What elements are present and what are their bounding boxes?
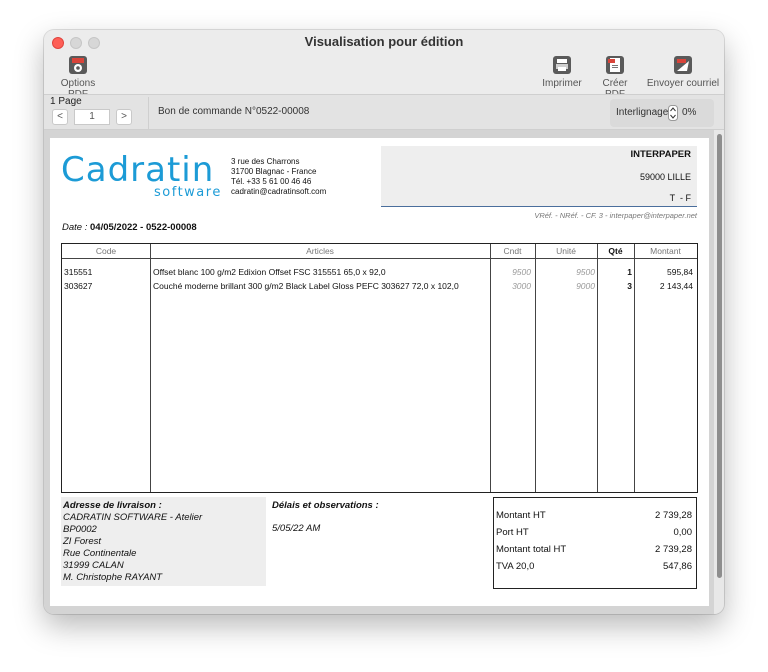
row-montant: 2 143,44 <box>659 281 693 291</box>
total-label: Montant total HT <box>496 544 567 555</box>
delays-title: Délais et observations : <box>272 500 379 511</box>
navigation-bar <box>44 94 724 130</box>
total-row <box>496 527 692 538</box>
title-bar <box>44 30 724 94</box>
total-value: 0,00 <box>673 527 692 538</box>
stepper-icon[interactable] <box>668 105 678 121</box>
document-page <box>50 138 709 606</box>
interlignage-value: 0% <box>682 107 697 118</box>
interlignage-label: Interlignage <box>616 107 669 118</box>
header-montant: Montant <box>650 246 681 256</box>
client-code: T - F <box>669 193 691 203</box>
document-viewport <box>44 130 724 614</box>
row-montant: 595,84 <box>667 267 693 277</box>
header-code: Code <box>95 246 117 256</box>
window-title: Visualisation pour édition <box>304 34 464 49</box>
delays-observations <box>272 500 379 534</box>
preview-window <box>44 30 724 614</box>
address-line: 31700 Blagnac - France <box>231 167 317 176</box>
row-qte: 3 <box>627 281 632 291</box>
total-row <box>496 561 692 572</box>
pdf-document-icon <box>604 54 626 76</box>
row-code: 315551 <box>64 267 93 277</box>
total-value: 2 739,28 <box>655 544 692 555</box>
total-row <box>496 510 692 521</box>
header-cndt: Cndt <box>503 246 522 256</box>
delivery-line: BP0002 <box>63 524 97 535</box>
address-line: Tél. +33 5 61 00 46 46 <box>231 177 312 186</box>
row-article: Offset blanc 100 g/m2 Edixion Offset FSC 315551 65,0 x 92,0 <box>153 267 386 277</box>
pdf-options-icon <box>67 54 89 76</box>
total-label: TVA 20,0 <box>496 561 535 572</box>
vertical-scrollbar[interactable] <box>714 130 724 614</box>
header-divider <box>62 258 697 259</box>
total-label: Port HT <box>496 527 529 538</box>
row-code: 303627 <box>64 281 93 291</box>
address-line: 3 rue des Charrons <box>231 157 300 166</box>
references: VRéf. - NRéf. - CF. 3 - interpaper@interpaper.net <box>534 211 697 220</box>
page-count-label: 1 Page <box>50 96 82 107</box>
previous-page-button[interactable]: < <box>52 109 68 125</box>
delivery-line: 31999 CALAN <box>63 560 124 571</box>
row-cndt: 3000 <box>512 281 531 291</box>
order-lines-table <box>61 243 698 493</box>
document-title: Bon de commande N°0522-00008 <box>158 106 310 117</box>
column-divider <box>490 244 491 492</box>
page-number-field[interactable]: 1 <box>74 109 110 125</box>
header-articles: Articles <box>306 246 334 256</box>
column-divider <box>597 244 598 492</box>
divider <box>148 97 149 129</box>
send-email-label: Envoyer courriel <box>646 78 720 89</box>
row-unite: 9500 <box>576 267 595 277</box>
date-label: Date : <box>62 222 88 233</box>
row-cndt: 9500 <box>512 267 531 277</box>
total-row <box>496 544 692 555</box>
send-email-button[interactable] <box>646 54 720 89</box>
printer-icon <box>551 54 573 76</box>
date-value: 04/05/2022 - 0522-00008 <box>90 222 197 233</box>
delivery-line: CADRATIN SOFTWARE - Atelier <box>63 512 203 523</box>
column-divider <box>634 244 635 492</box>
header-qte: Qté <box>608 246 623 256</box>
send-mail-icon <box>672 54 694 76</box>
total-value: 2 739,28 <box>655 510 692 521</box>
client-box <box>381 146 697 207</box>
client-name: INTERPAPER <box>630 149 691 160</box>
delivery-line: ZI Forest <box>63 536 102 547</box>
print-label: Imprimer <box>542 78 582 89</box>
delivery-title: Adresse de livraison : <box>63 500 162 511</box>
create-pdf-label: Créer <box>602 78 628 89</box>
total-value: 547,86 <box>662 561 692 572</box>
row-unite: 9000 <box>576 281 595 291</box>
delivery-line: Rue Continentale <box>63 548 137 559</box>
delivery-line: M. Christophe RAYANT <box>63 572 163 583</box>
order-date <box>62 222 197 233</box>
company-address <box>231 157 326 197</box>
company-logo-sub: software <box>154 185 222 200</box>
interlignage-control <box>610 99 714 127</box>
column-divider <box>535 244 536 492</box>
column-divider <box>150 244 151 492</box>
company-logo: Cadratin <box>61 150 215 190</box>
scrollbar-thumb[interactable] <box>717 134 722 578</box>
client-city: 59000 LILLE <box>639 172 691 182</box>
options-pdf-label: Options <box>60 78 96 89</box>
header-unite: Unité <box>556 246 576 256</box>
total-label: Montant HT <box>496 510 546 521</box>
delays-value: 5/05/22 AM <box>272 523 321 534</box>
next-page-button[interactable]: > <box>116 109 132 125</box>
delivery-address <box>61 497 266 586</box>
totals-box <box>493 497 697 589</box>
print-button[interactable] <box>540 54 584 89</box>
row-qte: 1 <box>627 267 632 277</box>
row-article: Couché moderne brillant 300 g/m2 Black Label Gloss PEFC 303627 72,0 x 102,0 <box>153 281 459 291</box>
address-line: cadratin@cadratinsoft.com <box>231 187 327 196</box>
